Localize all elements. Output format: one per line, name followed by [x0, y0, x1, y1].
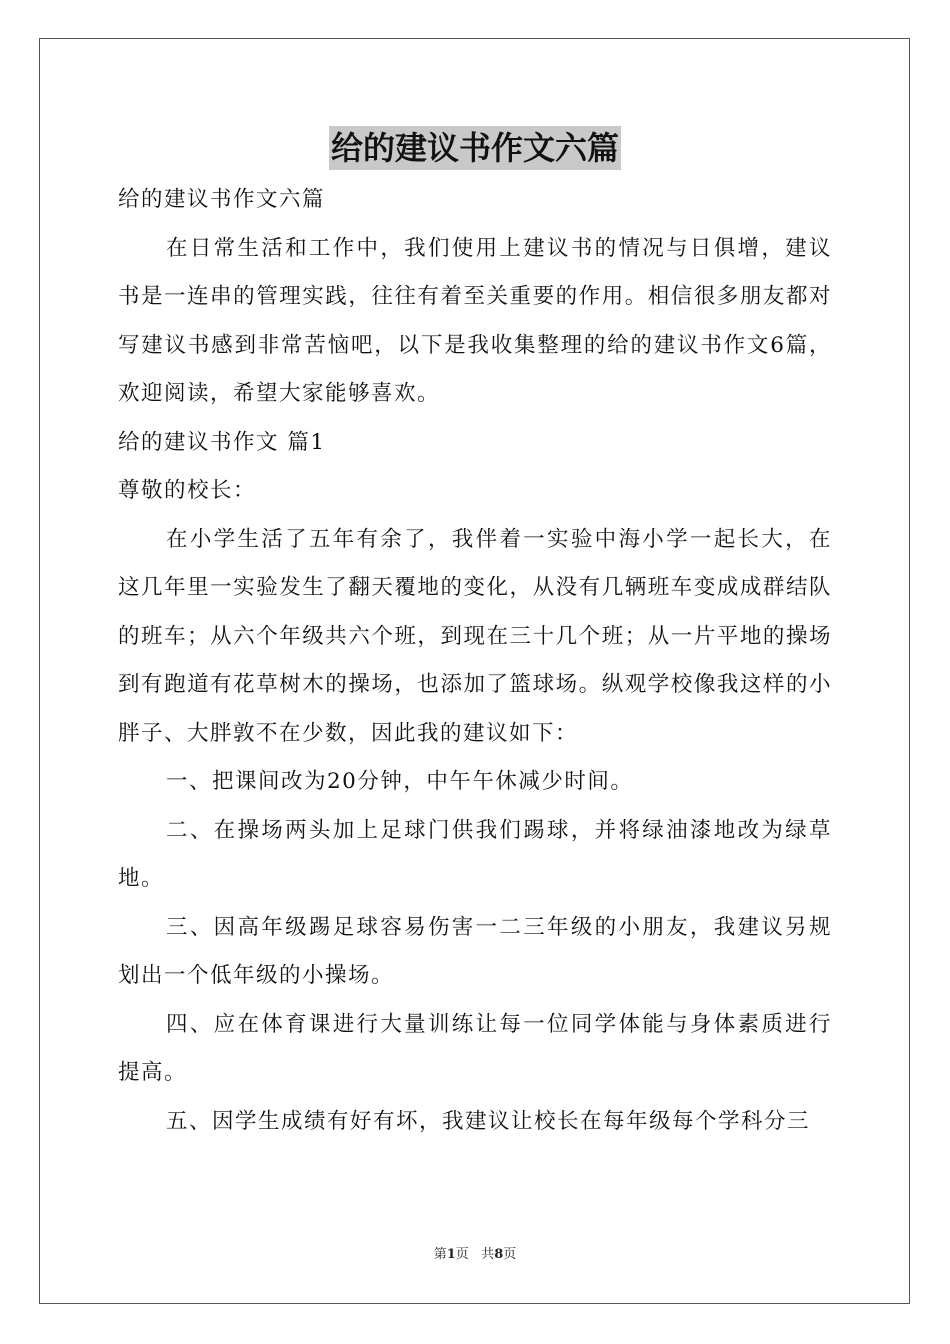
paragraph-suggestion-3: 三、因高年级踢足球容易伤害一二三年级的小朋友，我建议另规划出一个低年级的小操场。	[118, 914, 832, 988]
footer-page-suffix: 页	[455, 1247, 469, 1262]
paragraph-body: 在小学生活了五年有余了，我伴着一实验中海小学一起长大，在这几年里一实验发生了翻天覆地的变化，从没有几辆班车变成成群结队的班车；从六个年级共六个班，到现在三十几个班；从一片平地的操场到有跑道有花草树木的操场，也添加了篮球场。纵观学校像我这样的小胖子、大胖敦不在少数，因此我的建议如下：	[118, 526, 832, 746]
footer-page-number: 1	[446, 1247, 456, 1262]
paragraph-suggestion-2: 二、在操场两头加上足球门供我们踢球，并将绿油漆地改为绿草地。	[118, 817, 832, 891]
footer-total-prefix: 共	[481, 1247, 495, 1262]
paragraph-section-heading: 给的建议书作文 篇1	[118, 429, 326, 455]
paragraph-subtitle: 给的建议书作文六篇	[118, 187, 326, 212]
paragraph-salutation: 尊敬的校长：	[118, 478, 257, 503]
paragraph-suggestion-1: 一、把课间改为20分钟，中午午休减少时间。	[166, 769, 634, 794]
paragraph-suggestion-4: 四、应在体育课进行大量训练让每一位同学体能与身体素质进行提高。	[118, 1011, 832, 1085]
document-title: 给的建议书作文六篇	[329, 126, 621, 170]
footer-page-prefix: 第	[433, 1247, 447, 1262]
paragraph-intro: 在日常生活和工作中，我们使用上建议书的情况与日俱增，建议书是一连串的管理实践，往往有着至关重要的作用。相信很多朋友都对写建议书感到非常苦恼吧，以下是我收集整理的给的建议书作文6篇，欢迎阅读，希望大家能够喜欢。	[118, 235, 832, 406]
page-footer	[0, 1246, 950, 1264]
footer-total-suffix: 页	[503, 1247, 517, 1262]
document-body	[118, 176, 832, 1146]
title-container	[0, 126, 950, 170]
paragraph-suggestion-5: 五、因学生成绩有好有坏，我建议让校长在每年级每个学科分三	[166, 1108, 811, 1134]
footer-total-number: 8	[494, 1247, 504, 1262]
